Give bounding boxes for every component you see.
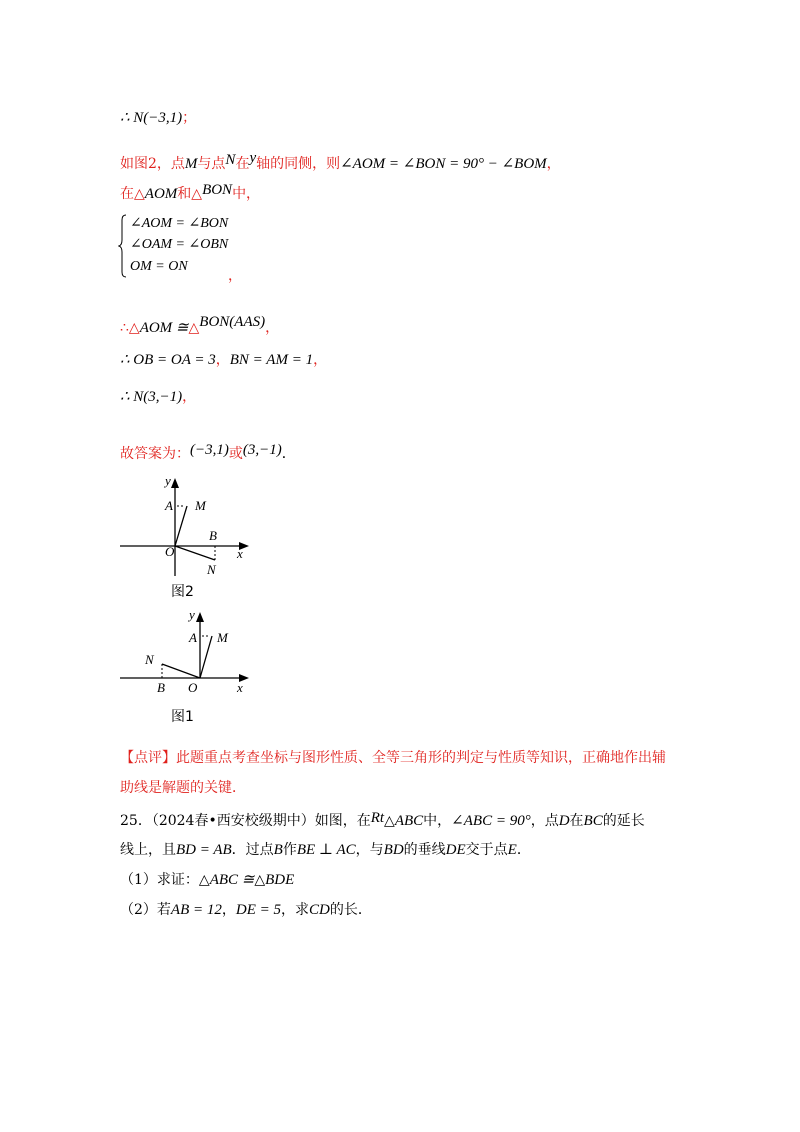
fig1-label-b: B — [157, 680, 165, 695]
text: 在 — [235, 156, 250, 172]
math-de-5: DE = 5 — [235, 902, 281, 918]
comment-line-1: 【点评】此题重点考查坐标与图形性质、全等三角形的判定与性质等知识，正确地作出辅 — [120, 750, 666, 766]
math-e: E — [507, 842, 517, 858]
punct: ， — [228, 268, 242, 284]
text: 在△ — [120, 186, 145, 202]
text: （2）若 — [120, 902, 171, 918]
system-eq-2: ∠OAM = ∠OBN — [130, 237, 229, 252]
text: 中， — [232, 186, 261, 202]
fig1-label-m: M — [217, 630, 228, 645]
math-n: N — [225, 152, 236, 168]
math-angle-equation: ∠AOM = ∠BON = 90° − ∠BOM — [340, 156, 547, 172]
q25-part-2 — [120, 900, 372, 920]
q25-line-1 — [120, 808, 645, 831]
text: ，求 — [281, 902, 309, 918]
math-n-neg3-1: ∴ N(−3,1) — [120, 110, 183, 126]
text: 的长． — [329, 902, 372, 918]
text: ，点 — [530, 813, 559, 829]
line-figure2-intro — [120, 148, 561, 174]
math-aom-congruent: AOM ≅ — [139, 320, 189, 336]
text: 轴的同侧，则 — [256, 156, 341, 172]
system-eq-3: OM = ON — [130, 259, 188, 274]
text: ．过点 — [231, 842, 274, 858]
punct: ， — [546, 156, 561, 172]
figure-1 — [115, 606, 265, 706]
figure-2-caption: 图2 — [171, 584, 194, 600]
math-bd-ab: BD = AB — [176, 842, 232, 858]
punct: ， — [215, 352, 230, 368]
line-answer — [120, 440, 296, 464]
brace-icon — [118, 214, 128, 278]
system-eq-1: ∠AOM = ∠BON — [130, 216, 229, 231]
text: 的垂线 — [403, 842, 446, 858]
text: 在 — [569, 813, 584, 829]
figure-1-caption: 图1 — [171, 709, 194, 725]
math-bn-am: BN = AM = 1 — [229, 352, 314, 368]
math-b: B — [273, 842, 283, 858]
text: 或 — [228, 446, 243, 462]
punct: ， — [182, 389, 197, 405]
text: 故答案为： — [120, 446, 190, 462]
fig2-label-m: M — [195, 498, 206, 513]
fig2-label-n: N — [207, 562, 216, 577]
fig2-label-y: y — [165, 473, 171, 488]
punct: ． — [516, 842, 531, 858]
math-d: D — [558, 813, 570, 829]
math-angle-abc: ∠ABC = 90° — [451, 813, 531, 829]
math-aom: AOM — [144, 186, 178, 202]
text: 如图2，点 — [120, 156, 185, 172]
text: 线上，且 — [120, 842, 176, 858]
punct: ； — [182, 110, 197, 126]
fig1-label-a: A — [189, 630, 197, 645]
math-bc: BC — [583, 813, 603, 829]
text: 与点 — [197, 156, 226, 172]
math-bde: BDE — [265, 872, 295, 888]
math-m: M — [184, 156, 198, 172]
math-ab-12: AB = 12 — [170, 902, 222, 918]
math-abc: ABC — [394, 813, 424, 829]
fig2-label-x: x — [237, 546, 243, 561]
text: （1）求证：△ — [120, 872, 210, 888]
text: 作 — [282, 842, 297, 858]
fig1-label-n: N — [145, 652, 154, 667]
fig2-label-o: O — [165, 544, 175, 559]
math-ob-oa: ∴ OB = OA = 3 — [120, 352, 216, 368]
punct: ， — [221, 902, 236, 918]
text: 25．（2024春•西安校级期中）如图，在 — [120, 813, 371, 829]
text: 交于点 — [465, 842, 508, 858]
math-rt: Rt — [370, 810, 385, 826]
fig2-label-a: A — [165, 498, 173, 513]
line-congruent — [120, 312, 279, 338]
comment-line-2: 助线是解题的关键． — [120, 780, 246, 796]
math-bd: BD — [383, 842, 404, 858]
line-lengths — [120, 350, 327, 370]
text: ，与 — [355, 842, 384, 858]
triangle-symbol: △ — [188, 320, 200, 336]
triangle-symbol: △ — [384, 813, 395, 829]
text: ∴△ — [120, 320, 140, 336]
fig1-label-x: x — [237, 680, 243, 695]
math-bon-aas: BON(AAS) — [199, 314, 266, 330]
q25-line-2 — [120, 840, 531, 860]
q25-part-1 — [120, 870, 294, 890]
line-n-result-2 — [120, 387, 196, 407]
text: 中， — [423, 813, 452, 829]
punct: ， — [265, 320, 280, 336]
text: 和△ — [177, 186, 203, 202]
math-answer-a: (−3,1) — [190, 442, 229, 458]
math-bon: BON — [202, 182, 233, 198]
math-cd: CD — [309, 902, 330, 918]
math-be-perp-ac: BE ⊥ AC — [296, 842, 356, 858]
math-y: y — [249, 150, 257, 166]
math-n-3-neg1: ∴ N(3,−1) — [120, 389, 183, 405]
fig2-label-b: B — [209, 528, 217, 543]
text: 的延长 — [602, 813, 645, 829]
math-abc-congruent: ABC ≅ — [209, 872, 255, 888]
triangle-symbol: △ — [254, 872, 266, 888]
punct: ． — [281, 446, 296, 462]
punct: ， — [313, 352, 328, 368]
fig1-label-y: y — [189, 607, 195, 622]
line-n-result-1 — [120, 108, 196, 128]
math-de: DE — [445, 842, 466, 858]
fig1-label-o: O — [188, 680, 198, 695]
math-answer-b: (3,−1) — [242, 442, 282, 458]
line-triangles — [120, 180, 260, 204]
